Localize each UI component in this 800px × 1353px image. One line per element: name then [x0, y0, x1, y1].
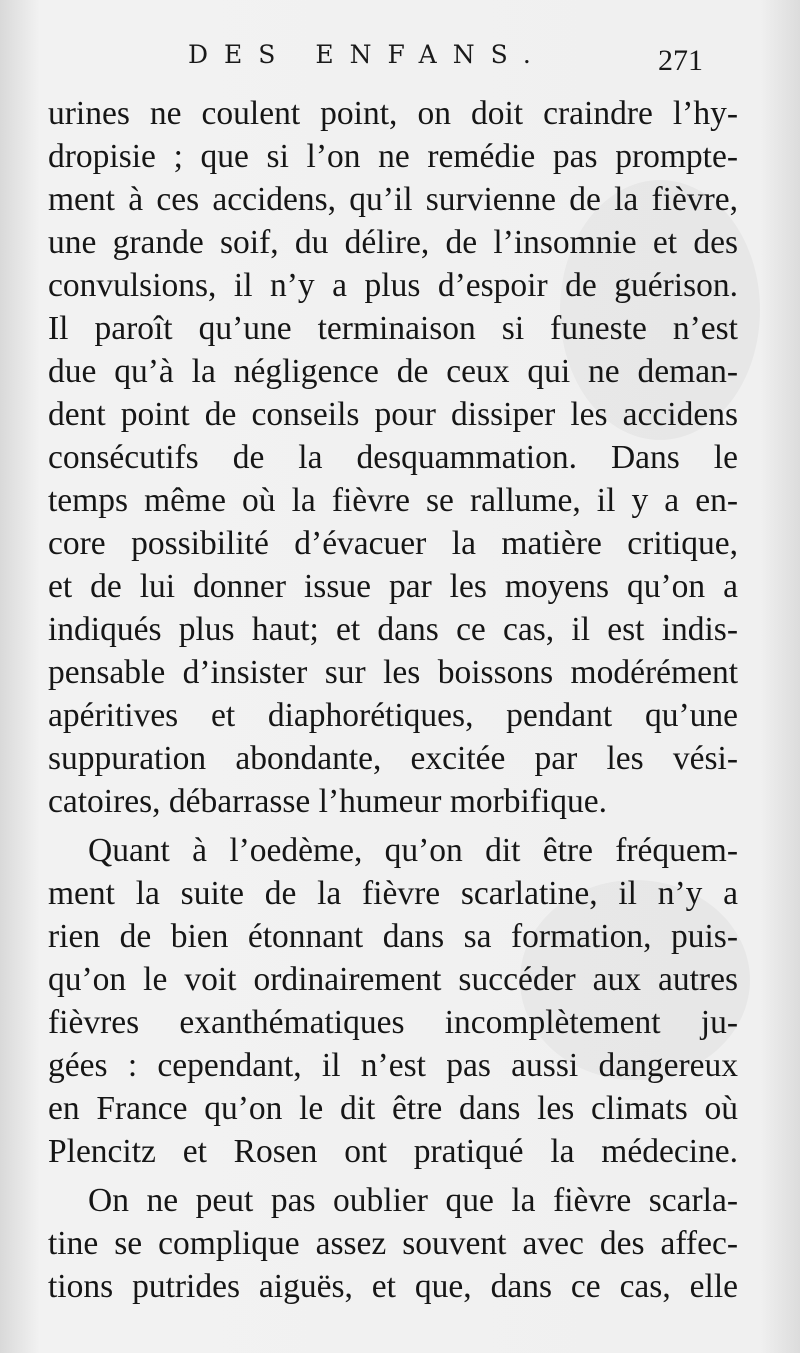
text-line: qu’on le voit ordinairement succéder aux autres — [48, 961, 738, 998]
text-line: catoires, débarrasse l’humeur morbifique. — [48, 783, 608, 820]
text-line: ment à ces accidens, qu’il survienne de la fièvre, — [48, 181, 738, 218]
text-line: indiqués plus haut; et dans ce cas, il est indis- — [48, 611, 738, 648]
text-line: temps même où la fièvre se rallume, il y a en- — [48, 482, 738, 519]
text-line: dent point de conseils pour dissiper les accidens — [48, 396, 738, 433]
text-line: rien de bien étonnant dans sa formation, puis- — [48, 918, 738, 955]
paragraph — [48, 92, 738, 823]
text-line: suppuration abondante, excitée par les vési- — [48, 740, 738, 777]
text-line: Quant à l’oedème, qu’on dit être fréquem- — [88, 832, 738, 869]
running-title: DES ENFANS. — [188, 40, 547, 69]
page-header — [0, 40, 800, 84]
text-line: Plencitz et Rosen ont pratiqué la médecine. — [48, 1133, 738, 1170]
text-line: consécutifs de la desquammation. Dans le — [48, 439, 738, 476]
paragraph — [48, 1179, 738, 1308]
text-line: Il paroît qu’une terminaison si funeste n’est — [48, 310, 738, 347]
text-line: convulsions, il n’y a plus d’espoir de guérison. — [48, 267, 738, 304]
text-line: apéritives et diaphorétiques, pendant qu’une — [48, 697, 738, 734]
text-line: en France qu’on le dit être dans les climats où — [48, 1090, 738, 1127]
text-line: ment la suite de la fièvre scarlatine, il n’y a — [48, 875, 738, 912]
text-line: gées : cependant, il n’est pas aussi dangereux — [48, 1047, 738, 1084]
text-line: urines ne coulent point, on doit craindre l’hy- — [48, 95, 738, 132]
text-line: tions putrides aiguës, et que, dans ce cas, elle — [48, 1268, 738, 1305]
text-line: une grande soif, du délire, de l’insomnie et des — [48, 224, 738, 261]
text-line: fièvres exanthématiques incomplètement ju- — [48, 1004, 738, 1041]
page-number: 271 — [658, 44, 703, 77]
text-line: pensable d’insister sur les boissons modérément — [48, 654, 738, 691]
body-text — [48, 92, 738, 1308]
text-line: On ne peut pas oublier que la fièvre scarla- — [88, 1182, 738, 1219]
text-line: core possibilité d’évacuer la matière critique, — [48, 525, 738, 562]
text-line: dropisie ; que si l’on ne remédie pas prompte- — [48, 138, 738, 175]
text-line: due qu’à la négligence de ceux qui ne deman- — [48, 353, 738, 390]
text-line: et de lui donner issue par les moyens qu’on a — [48, 568, 738, 605]
paragraph — [48, 829, 738, 1173]
text-line: tine se complique assez souvent avec des affec- — [48, 1225, 738, 1262]
